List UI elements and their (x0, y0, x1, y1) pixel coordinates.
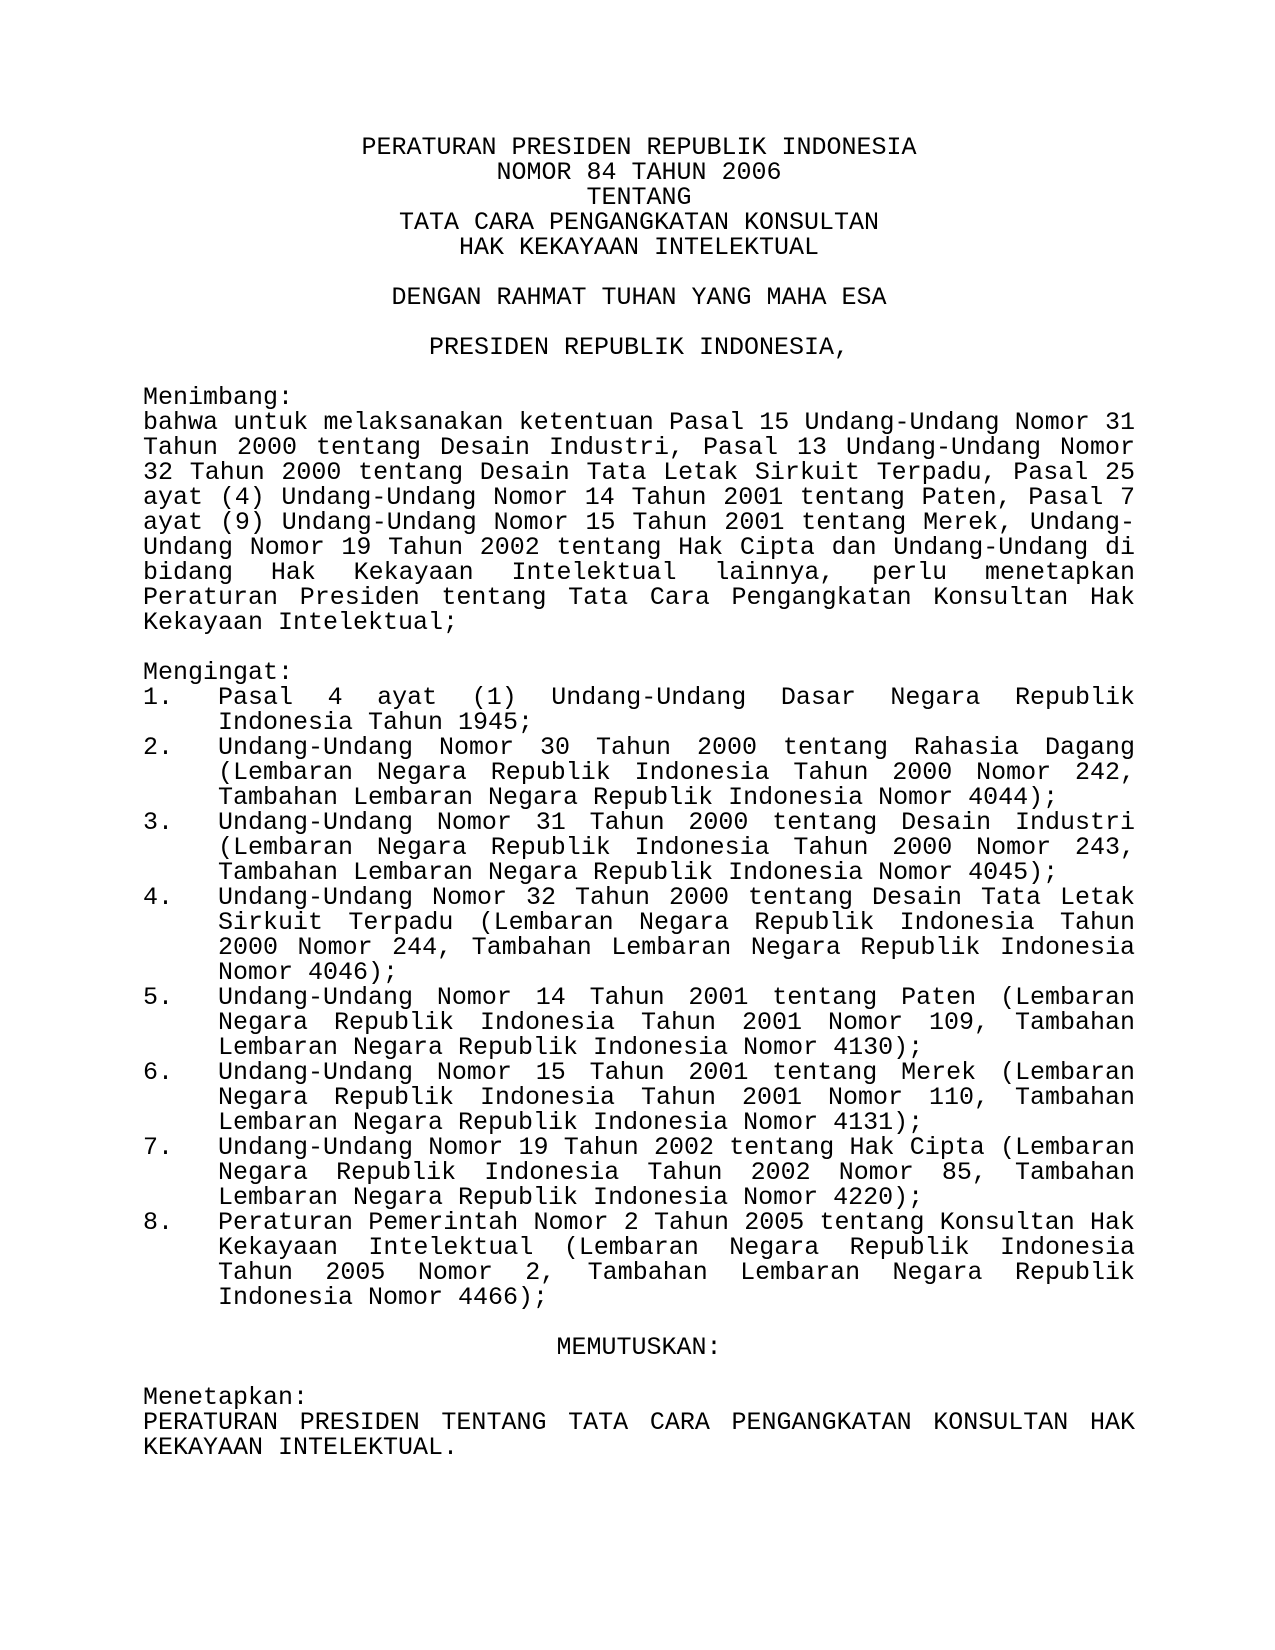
item-number: 2. (143, 733, 174, 762)
blank-line (143, 1310, 1135, 1335)
mengingat-item-8 (143, 1210, 1135, 1310)
menetapkan-line: KEKAYAAN INTELEKTUAL. (143, 1433, 459, 1462)
title-line-3: TENTANG (586, 183, 692, 212)
blank-line (143, 360, 1135, 385)
blank-line (143, 260, 1135, 285)
item-line: Tambahan Lembaran Negara Republik Indonesia Nomor 4044); (218, 783, 1059, 812)
mengingat-item-7 (143, 1135, 1135, 1210)
menimbang-line: Kekayaan Intelektual; (143, 608, 459, 637)
item-number: 5. (143, 983, 174, 1012)
item-line: Sirkuit Terpadu (Lembaran Negara Republik Indonesia Tahun (218, 908, 1135, 937)
menimbang-line: Peraturan Presiden tentang Tata Cara Pengangkatan Konsultan Hak (143, 583, 1135, 612)
item-line: Undang-Undang Nomor 31 Tahun 2000 tentang Desain Industri (218, 808, 1135, 837)
item-line: Tahun 2005 Nomor 2, Tambahan Lembaran Negara Republik (218, 1258, 1135, 1287)
title-line-5: HAK KEKAYAAN INTELEKTUAL (458, 233, 820, 262)
menetapkan-line: PERATURAN PRESIDEN TENTANG TATA CARA PENGANGKATAN KONSULTAN HAK (143, 1408, 1135, 1437)
invocation-line: DENGAN RAHMAT TUHAN YANG MAHA ESA (391, 283, 887, 312)
regulation-document (143, 135, 1135, 1460)
item-number: 6. (143, 1058, 174, 1087)
item-line: Undang-Undang Nomor 30 Tahun 2000 tentang Rahasia Dagang (218, 733, 1135, 762)
item-line: Peraturan Pemerintah Nomor 2 Tahun 2005 tentang Konsultan Hak (218, 1208, 1135, 1237)
menimbang-line: ayat (9) Undang-Undang Nomor 15 Tahun 2001 tentang Merek, Undang- (143, 508, 1135, 537)
menimbang-line: Undang Nomor 19 Tahun 2002 tentang Hak Cipta dan Undang-Undang di (143, 533, 1135, 562)
item-number: 1. (143, 683, 174, 712)
issuer-line: PRESIDEN REPUBLIK INDONESIA, (428, 333, 850, 362)
menimbang-line: ayat (4) Undang-Undang Nomor 14 Tahun 2001 tentang Paten, Pasal 7 (143, 483, 1135, 512)
menimbang-line: 32 Tahun 2000 tentang Desain Tata Letak Sirkuit Terpadu, Pasal 25 (143, 458, 1135, 487)
item-line: Indonesia Nomor 4466); (218, 1283, 549, 1312)
menimbang-label: Menimbang: (143, 383, 294, 412)
item-line: Undang-Undang Nomor 14 Tahun 2001 tentang Paten (Lembaran (218, 983, 1135, 1012)
memutuskan-heading: MEMUTUSKAN: (556, 1333, 722, 1362)
title-line-4: TATA CARA PENGANGKATAN KONSULTAN (398, 208, 880, 237)
mengingat-item-3 (143, 810, 1135, 885)
mengingat-item-5 (143, 985, 1135, 1060)
blank-line (143, 635, 1135, 660)
item-line: Lembaran Negara Republik Indonesia Nomor 4130); (218, 1033, 924, 1062)
item-line: Undang-Undang Nomor 19 Tahun 2002 tentang Hak Cipta (Lembaran (218, 1133, 1135, 1162)
item-line: Undang-Undang Nomor 15 Tahun 2001 tentang Merek (Lembaran (218, 1058, 1135, 1087)
title-line-1: PERATURAN PRESIDEN REPUBLIK INDONESIA (361, 133, 917, 162)
menimbang-line: Tahun 2000 tentang Desain Industri, Pasal 13 Undang-Undang Nomor (143, 433, 1135, 462)
item-line: (Lembaran Negara Republik Indonesia Tahun 2000 Nomor 243, (218, 833, 1135, 862)
item-line: Negara Republik Indonesia Tahun 2001 Nomor 109, Tambahan (218, 1008, 1135, 1037)
blank-line (143, 310, 1135, 335)
menimbang-line: bidang Hak Kekayaan Intelektual lainnya, perlu menetapkan (143, 558, 1135, 587)
item-number: 4. (143, 883, 174, 912)
item-line: Nomor 4046); (218, 958, 399, 987)
item-line: 2000 Nomor 244, Tambahan Lembaran Negara Republik Indonesia (218, 933, 1135, 962)
item-line: Lembaran Negara Republik Indonesia Nomor 4131); (218, 1108, 924, 1137)
item-line: (Lembaran Negara Republik Indonesia Tahun 2000 Nomor 242, (218, 758, 1135, 787)
item-line: Tambahan Lembaran Negara Republik Indonesia Nomor 4045); (218, 858, 1059, 887)
mengingat-item-1 (143, 685, 1135, 735)
item-line: Negara Republik Indonesia Tahun 2001 Nomor 110, Tambahan (218, 1083, 1135, 1112)
item-number: 3. (143, 808, 174, 837)
mengingat-item-2 (143, 735, 1135, 810)
item-line: Indonesia Tahun 1945; (218, 708, 534, 737)
item-number: 7. (143, 1133, 174, 1162)
item-line: Pasal 4 ayat (1) Undang-Undang Dasar Negara Republik (218, 683, 1135, 712)
mengingat-label: Mengingat: (143, 658, 294, 687)
blank-line (143, 1360, 1135, 1385)
mengingat-item-4 (143, 885, 1135, 985)
item-line: Negara Republik Indonesia Tahun 2002 Nomor 85, Tambahan (218, 1158, 1135, 1187)
menimbang-line: bahwa untuk melaksanakan ketentuan Pasal 15 Undang-Undang Nomor 31 (143, 408, 1135, 437)
item-number: 8. (143, 1208, 174, 1237)
mengingat-item-6 (143, 1060, 1135, 1135)
item-line: Kekayaan Intelektual (Lembaran Negara Republik Indonesia (218, 1233, 1135, 1262)
item-line: Lembaran Negara Republik Indonesia Nomor 4220); (218, 1183, 924, 1212)
title-line-2: NOMOR 84 TAHUN 2006 (496, 158, 782, 187)
menetapkan-label: Menetapkan: (143, 1383, 309, 1412)
item-line: Undang-Undang Nomor 32 Tahun 2000 tentang Desain Tata Letak (218, 883, 1135, 912)
